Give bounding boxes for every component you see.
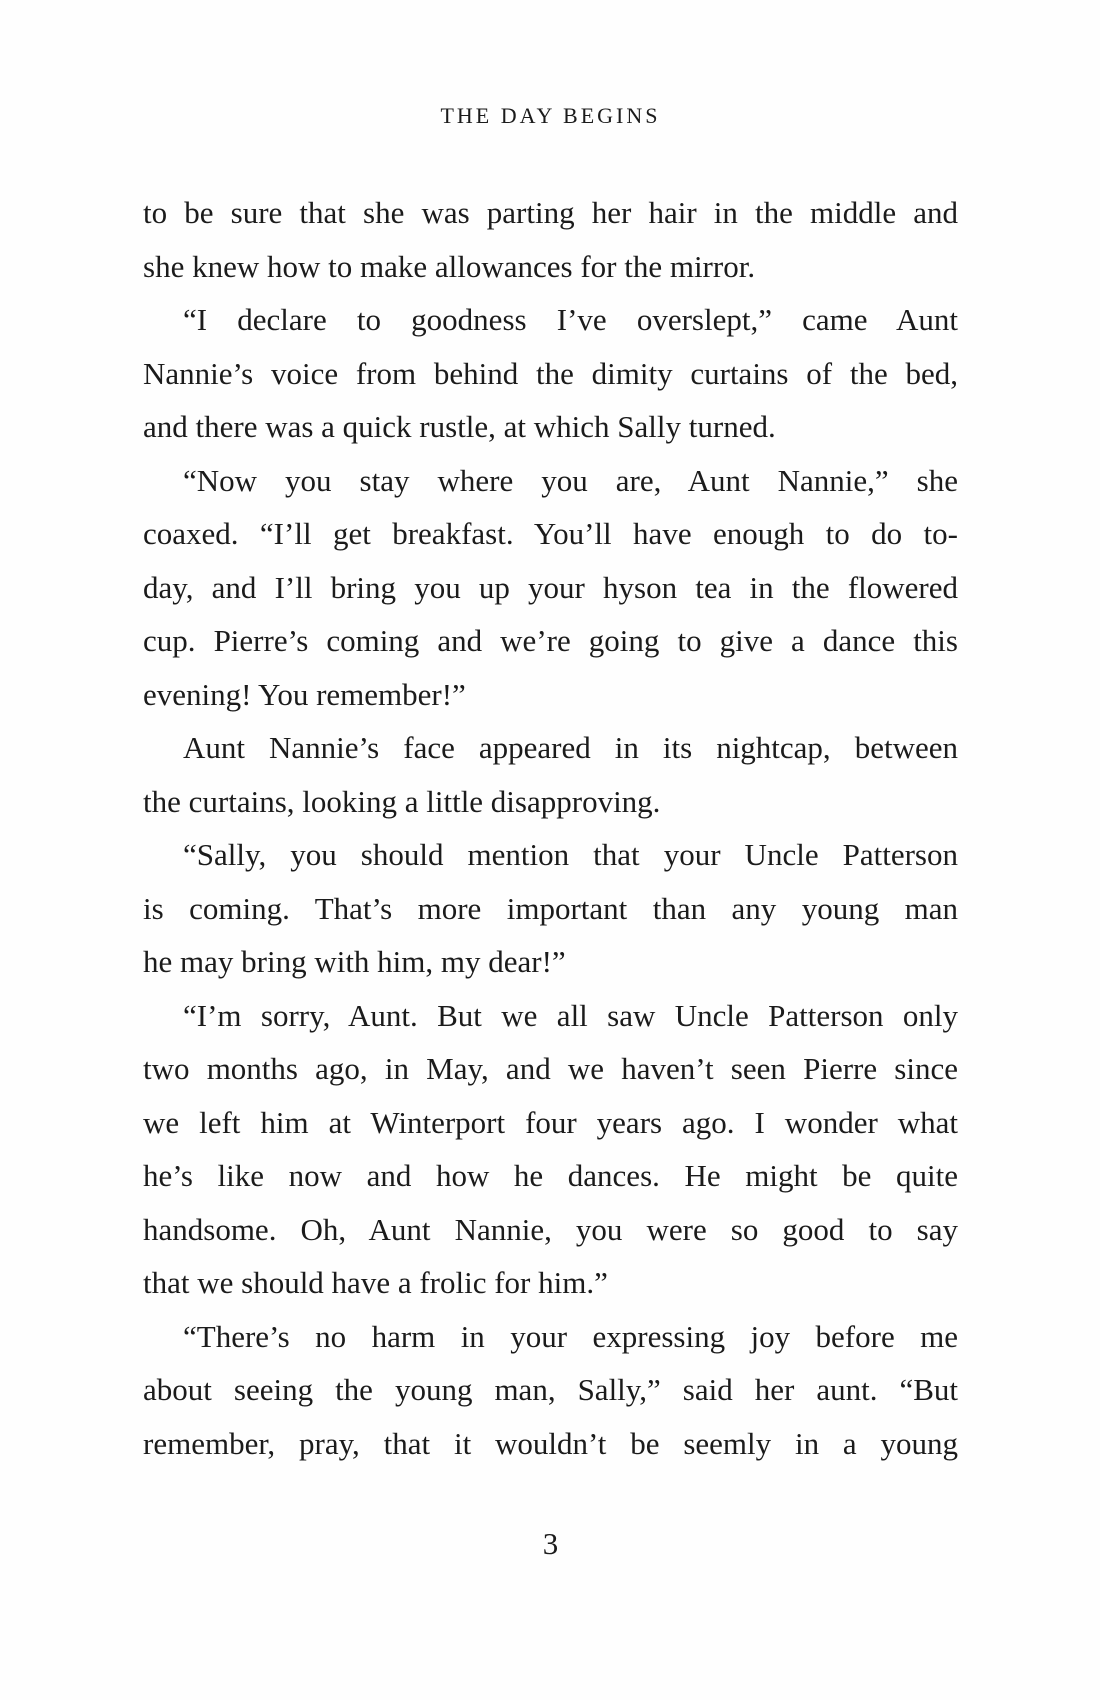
text-line: day, and I’ll bring you up your hyson tea in the flowered [143,569,958,605]
text-line: “Sally, you should mention that your Uncle Patterson [183,837,958,872]
text-line: he’s like now and how he dances. He might be quite [143,1158,958,1193]
paragraph [143,989,958,1310]
text-line: two months ago, in May, and we haven’t seen Pierre since [143,1051,958,1086]
text-line: cup. Pierre’s coming and we’re going to give a dance this [143,623,958,658]
page-number: 3 [542,1526,559,1561]
text-line: is coming. That’s more important than any young man [143,890,958,926]
text-line: he may bring with him, my dear!” [143,944,566,979]
running-header: THE DAY BEGINS [440,103,661,128]
text-line: remember, pray, that it wouldn’t be seemly in a young [143,1425,958,1461]
text-line: that we should have a frolic for him.” [143,1265,608,1300]
paragraph [143,454,958,722]
text-line: Nannie’s voice from behind the dimity curtains of the bed, [143,355,958,391]
paragraph [143,293,958,454]
text-line: coaxed. “I’ll get breakfast. You’ll have enough to do to- [143,516,958,551]
text-line: about seeing the young man, Sally,” said her aunt. “But [143,1372,958,1407]
text-line: “There’s no harm in your expressing joy before me [183,1318,958,1354]
text-line: we left him at Winterport four years ago. I wonder what [143,1104,958,1140]
paragraph [143,1310,958,1471]
paragraph [143,828,958,989]
paragraph [143,721,958,828]
paragraph [143,186,958,293]
text-line: “I’m sorry, Aunt. But we all saw Uncle Patterson only [183,997,958,1033]
body-text [143,186,958,1470]
text-line: the curtains, looking a little disapproving. [143,783,661,819]
text-line: she knew how to make allowances for the mirror. [143,248,756,284]
text-line: Aunt Nannie’s face appeared in its nightcap, between [183,730,958,765]
text-line: and there was a quick rustle, at which Sally turned. [143,409,776,444]
text-line: “I declare to goodness I’ve overslept,” came Aunt [183,302,958,337]
text-line: to be sure that she was parting her hair in the middle and [143,195,958,230]
text-line: handsome. Oh, Aunt Nannie, you were so good to say [143,1211,958,1247]
text-line: “Now you stay where you are, Aunt Nannie,” she [183,462,958,498]
text-line: evening! You remember!” [143,676,466,712]
